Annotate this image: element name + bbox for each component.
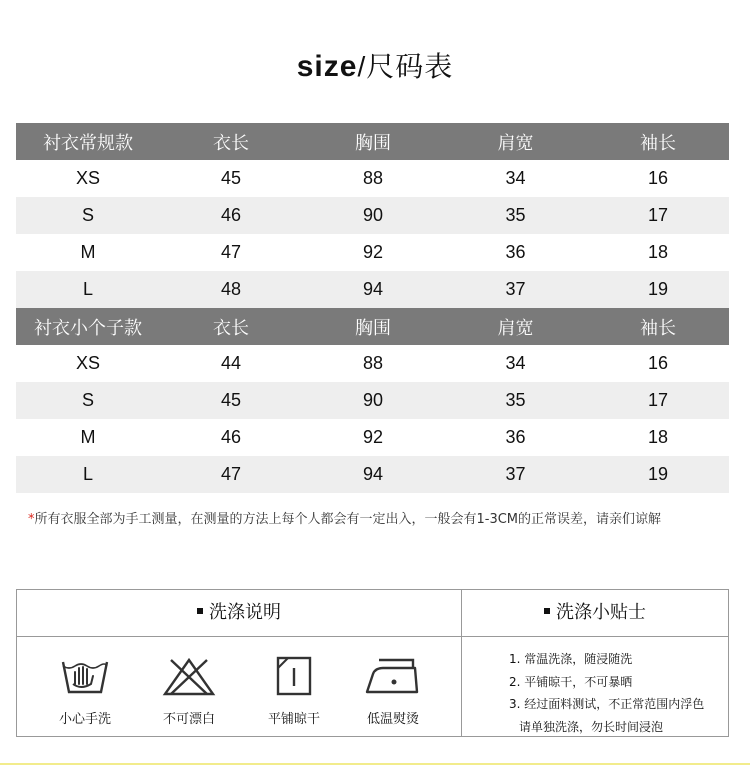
- no-bleach-icon: [161, 654, 217, 698]
- low-iron-icon: [363, 654, 423, 698]
- size-table: [16, 123, 729, 493]
- value-cell: 18: [647, 242, 669, 262]
- value-cell: 17: [647, 390, 669, 410]
- value-cell: 17: [647, 205, 669, 225]
- value-cell: 35: [505, 205, 526, 225]
- value-cell: 46: [220, 205, 242, 225]
- table-row: [16, 419, 729, 456]
- care-item-low-iron: [348, 654, 438, 727]
- hand-wash-icon: [57, 654, 113, 698]
- value-cell: 37: [505, 279, 526, 299]
- value-cell: 36: [505, 242, 526, 262]
- tip-item: 1. 常温洗涤，随浸随洗: [509, 652, 633, 666]
- column-header: 袖长: [640, 132, 676, 154]
- care-label: 平铺晾干: [267, 712, 320, 727]
- value-cell: 94: [362, 279, 384, 299]
- value-cell: 36: [505, 427, 526, 447]
- value-cell: 92: [362, 427, 384, 447]
- column-header: 胸围: [355, 317, 391, 339]
- value-cell: 34: [505, 353, 526, 373]
- size-cell: XS: [75, 168, 100, 188]
- table-header-petite: [16, 308, 729, 345]
- size-cell: L: [82, 279, 93, 299]
- size-cell: M: [80, 427, 96, 447]
- page-title: [0, 45, 750, 85]
- value-cell: 37: [505, 464, 526, 484]
- size-cell: S: [81, 205, 94, 225]
- title-en: size: [296, 50, 358, 83]
- table-name: 衬衣常规款: [43, 132, 133, 154]
- bullet-icon: [544, 608, 550, 614]
- table-name: 衬衣小个子款: [34, 317, 142, 339]
- value-cell: 18: [647, 427, 669, 447]
- care-instructions-box: [16, 589, 729, 737]
- title-zh: 尺码表: [366, 50, 454, 83]
- value-cell: 34: [505, 168, 526, 188]
- value-cell: 92: [362, 242, 384, 262]
- table-row: [16, 160, 729, 197]
- column-header: 胸围: [355, 132, 391, 154]
- bottom-divider: [0, 763, 750, 765]
- care-label: 小心手洗: [58, 712, 111, 727]
- size-cell: S: [81, 390, 94, 410]
- care-item-dry-flat: [249, 654, 339, 727]
- value-cell: 48: [220, 279, 242, 299]
- size-cell: L: [82, 464, 93, 484]
- divider: [17, 636, 728, 637]
- tip-item: 请单独洗涤，勿长时间浸泡: [519, 719, 664, 734]
- care-item-no-bleach: [144, 654, 234, 727]
- measurement-note: [28, 508, 661, 527]
- column-header: 衣长: [213, 317, 249, 339]
- care-left-title: 洗涤说明: [17, 590, 461, 636]
- value-cell: 47: [220, 242, 242, 262]
- table-row: [16, 271, 729, 308]
- table-header-regular: [16, 123, 729, 160]
- tip-item: 3. 经过面料测试，不正常范围内浮色: [509, 697, 705, 711]
- table-row: [16, 345, 729, 382]
- table-row: [16, 456, 729, 493]
- value-cell: 90: [362, 390, 384, 410]
- column-header: 袖长: [640, 317, 676, 339]
- care-tips: [509, 648, 704, 738]
- table-row: [16, 234, 729, 271]
- value-cell: 35: [505, 390, 526, 410]
- size-cell: M: [80, 242, 96, 262]
- value-cell: 16: [647, 168, 669, 188]
- column-header: 肩宽: [497, 317, 534, 339]
- value-cell: 90: [362, 205, 384, 225]
- value-cell: 94: [362, 464, 384, 484]
- table-row: [16, 382, 729, 419]
- dry-flat-icon: [266, 654, 322, 698]
- value-cell: 44: [220, 353, 242, 373]
- value-cell: 88: [362, 168, 384, 188]
- value-cell: 16: [647, 353, 669, 373]
- care-label: 不可漂白: [162, 712, 215, 727]
- value-cell: 47: [220, 464, 242, 484]
- column-header: 衣长: [213, 132, 249, 154]
- bullet-icon: [197, 608, 203, 614]
- care-label: 低温熨烫: [366, 712, 419, 727]
- value-cell: 88: [362, 353, 384, 373]
- title-slash: /: [357, 51, 367, 82]
- column-header: 肩宽: [497, 132, 534, 154]
- tip-item: 2. 平铺晾干，不可暴晒: [509, 674, 633, 689]
- care-right-title: 洗涤小贴士: [462, 590, 728, 636]
- value-cell: 19: [647, 464, 669, 484]
- note-text: 所有衣服全部为手工测量，在测量的方法上每个人都会有一定出入，一般会有1-3CM的正常误差，请亲们谅解: [34, 512, 662, 527]
- value-cell: 45: [220, 390, 242, 410]
- value-cell: 19: [647, 279, 669, 299]
- note-star: *: [28, 512, 35, 527]
- value-cell: 45: [220, 168, 242, 188]
- care-item-hand-wash: [40, 654, 130, 727]
- size-cell: XS: [75, 353, 100, 373]
- value-cell: 46: [220, 427, 242, 447]
- table-row: [16, 197, 729, 234]
